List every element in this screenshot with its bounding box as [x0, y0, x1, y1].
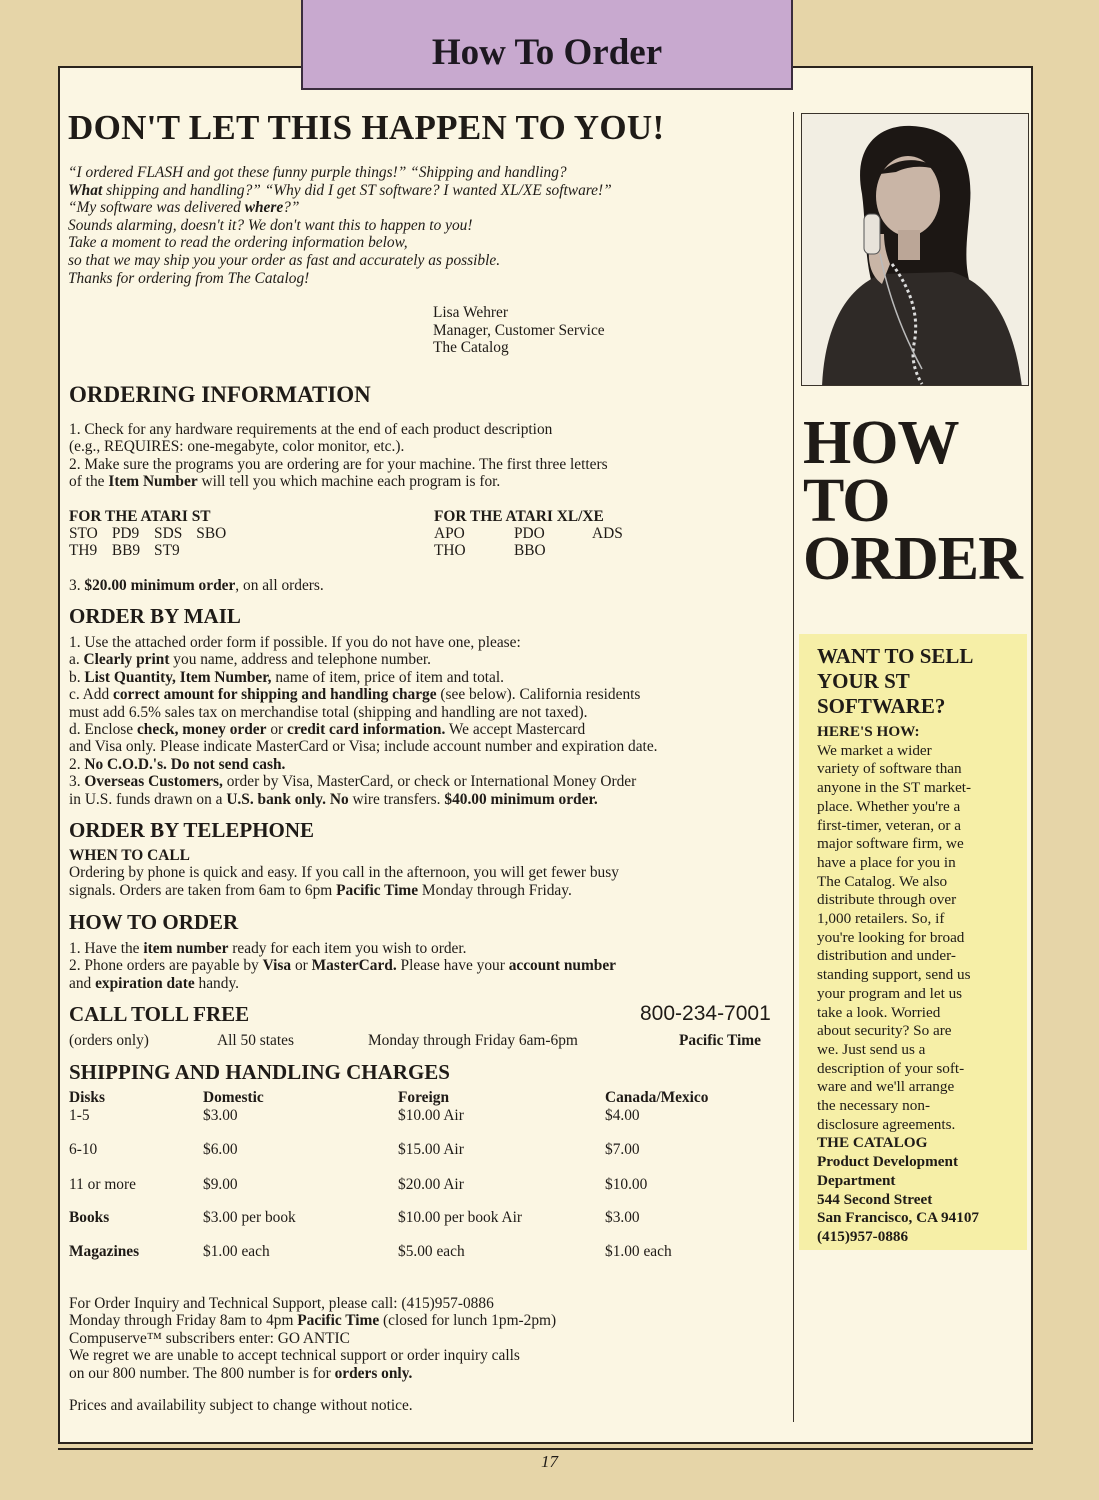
quote-line: “My software was delivered where?”	[68, 199, 300, 217]
toll-free-coverage: All 50 states	[217, 1032, 294, 1049]
quote-line: “I ordered FLASH and got these funny purple things!” “Shipping and handling?	[68, 164, 567, 181]
shipping-col-domestic: Domestic	[203, 1089, 264, 1106]
atari-st-table: STO PD9 SDS SBO TH9 BB9 ST9	[69, 525, 227, 560]
when-to-call-subheading: WHEN TO CALL	[69, 847, 190, 864]
toll-free-hours: Monday through Friday 6am-6pm	[368, 1032, 578, 1049]
sell-software-box	[799, 634, 1027, 1250]
heres-how-label: HERE'S HOW:	[817, 723, 920, 740]
page-number: 17	[541, 1452, 558, 1471]
order-by-mail-heading: ORDER BY MAIL	[69, 604, 241, 628]
bottom-rule	[58, 1448, 1033, 1450]
intro-quote	[68, 164, 612, 287]
order-by-telephone-text: WHEN TO CALL Ordering by phone is quick and easy. If you call in the afternoon, you will get fewer busy signals. Orders are taken from 6am to 6pm Pacific Time Monday through Friday.	[69, 847, 619, 899]
shipping-col-foreign: Foreign	[398, 1089, 450, 1106]
disclaimer: Prices and availability subject to change without notice.	[69, 1397, 413, 1414]
shipping-col-disks: Disks	[69, 1089, 105, 1106]
quote-line: Sounds alarming, doesn't it? We don't want this to happen to you!	[68, 216, 473, 234]
atari-xlxe-table: APO PDO ADS THO BBO	[434, 525, 623, 560]
shipping-col-canada-mexico: Canada/Mexico	[605, 1089, 709, 1106]
atari-st-codes: FOR THE ATARI ST STO PD9 SDS SBO TH9 BB9 ST9	[69, 508, 240, 559]
order-by-mail-text: 1. Use the attached order form if possible. If you do not have one, please: a. Clearly print you name, address and telephone number. b. List Quantity, Item Number, name of item, price of item and total. c. Add correct amount for shipping and handling charge (see below). California residents must add 6.5% sales tax on merchandise total (shipping and handling are not taxed). d. Enclose check, money order or credit card information. We accept Mastercard and Visa only. Please indicate MasterCard or Visa; include account number and expiration date. 2. No C.O.D.'s. Do not send cash. 3. Overseas Customers, order by Visa, MasterCard, or check or International Money Order in U.S. funds drawn on a U.S. bank only. No wire transfers. $40.00 minimum order.	[69, 634, 658, 808]
woman-on-phone-illustration	[802, 114, 1029, 386]
page-headline: DON'T LET THIS HAPPEN TO YOU!	[68, 108, 665, 147]
ordering-info-text: 1. Check for any hardware requirements at the end of each product description (e.g., REQUIRES: one-megabyte, color monitor, etc.). 2. Make sure the programs you are ordering are for your machine. The first three letters of the Item Number will tell you which machine each program is for.	[69, 421, 608, 491]
signature-org: The Catalog	[433, 339, 509, 356]
customer-service-photo	[801, 113, 1029, 386]
sell-contact-address: THE CATALOG Product Development Department 544 Second Street San Francisco, CA 94107 (415)957-0886	[817, 1134, 980, 1245]
banner-title: How To Order	[431, 32, 663, 73]
toll-free-condition: (orders only)	[69, 1032, 149, 1049]
signature-name: Lisa Wehrer	[433, 304, 508, 321]
quote-line: Thanks for ordering from The Catalog!	[68, 269, 310, 287]
quote-line: Take a moment to read the ordering information below,	[68, 234, 408, 252]
sidebar-title: HOW TO ORDER	[803, 409, 1022, 593]
sell-title: WANT TO SELL YOUR ST SOFTWARE?	[817, 644, 974, 718]
minimum-order-note: 3. $20.00 minimum order, on all orders.	[69, 577, 324, 594]
signature-block	[433, 304, 605, 357]
support-info: For Order Inquiry and Technical Support, please call: (415)957-0886 Monday through Friday 8am to 4pm Pacific Time (closed for lunch 1pm-2pm) Compuserve™ subscribers enter: GO ANTIC We regret we are unable to accept technical support or order inquiry calls on our 800 number. The 800 number is for orders only.	[69, 1295, 557, 1382]
order-by-telephone-heading: ORDER BY TELEPHONE	[69, 818, 315, 842]
toll-free-number[interactable]: 800-234-7001	[640, 1002, 771, 1025]
how-to-order-text: 1. Have the item number ready for each item you wish to order. 2. Phone orders are payable by Visa or MasterCard. Please have your account number and expiration date handy.	[69, 940, 616, 992]
toll-free-timezone: Pacific Time	[679, 1032, 761, 1049]
title-banner	[301, 0, 793, 90]
quote-line: so that we may ship you your order as fast and accurately as possible.	[68, 251, 501, 269]
atari-xlxe-codes: FOR THE ATARI XL/XE APO PDO ADS THO BBO	[434, 508, 637, 559]
sell-body-text: We market a wider variety of software than anyone in the ST market- place. Whether you're a first-timer, veteran, or a major software firm, we have a place for you in The Catalog. We also distribute through over 1,000 retailers. So, if you're looking for broad distribution and under- standing support, send us your program and let us take a look. Worried about security? So are we. Just send us a description of your soft- ware and we'll arrange the necessary non- disclosure agreements.	[817, 741, 972, 1133]
ordering-info-heading: ORDERING INFORMATION	[69, 382, 371, 407]
shipping-heading: SHIPPING AND HANDLING CHARGES	[69, 1060, 450, 1084]
quote-line: What shipping and handling?” “Why did I get ST software? I wanted XL/XE software!”	[68, 181, 612, 199]
signature-title: Manager, Customer Service	[433, 321, 605, 339]
column-divider	[793, 112, 794, 1422]
catalog-page: How To Order DON'T LET THIS HAPPEN TO YOU! “I ordered FLASH and got these funny purple things!” “Shipping and handling? What shipping and handling?” “Why did I get ST software? I wanted XL/XE software!” “My software was delivered where?” Sounds alarming, doesn't it? We don't want this to happen to you! Take a moment to read the ordering information below, so that we may ship you your order as fast and accurately as possible. Thanks for ordering from The Catalog! Lisa Wehrer Manager, Customer Service The Catalog ORDERING INFORMATION 1. Check for any hardware requirements at the end of each product description (e.g., REQUIRES: one-megabyte, color monitor, etc.). 2. Make sure the programs you are ordering are for your machine. The first three letters of the Item Number will tell you which machine each program is for. FOR THE ATARI ST STO PD9 SDS SBO TH9 BB9 ST9 FOR THE ATARI XL/XE APO PDO ADS THO BBO 3. $20.00 minimum order, on all orders. ORDER BY MAIL 1. Use the attached order form if possible. If you do not have one, please: a. Clearly print you name, address and telephone number. b. List Quantity, Item Number, name of item, price of item and total. c. Add correct amount for shipping and handling charge (see below). California residents must add 6.5% sales tax on merchandise total (shipping and handling are not taxed). d. Enclose check, money order or credit card information. We accept Mastercard and Visa only. Please indicate MasterCard or Visa; include account number and expiration date. 2. No C.O.D.'s. Do not send cash. 3. Overseas Customers, order by Visa, MasterCard, or check or International Money Order in U.S. funds drawn on a U.S. bank only. No wire transfers. $40.00 minimum order. ORDER BY TELEPHONE WHEN TO CALL Ordering by phone is quick and easy. If you call in the afternoon, you will get fewer busy signals. Orders are taken from 6am to 6pm Pacific Time Monday through Friday. HOW TO ORDER 1. Have the item number ready for each item you wish to order. 2. Phone orders are payable by Visa or MasterCard. Please have your account number and expiration date handy. CALL TOLL FREE 800-234-7001 (orders only) All 50 states Monday through Friday 6am-6pm Pacific Time SHIPPING AND HANDLING CHARGES Disks Domestic Foreign Canada/Mexico 1-5 $3.00 $10.00 Air $4.00 6-10 $6.00 $15.00 Air $7.00 11 or more $9.00 $20.00 Air $10.00 Books $3.00 per book $10.00 per book Air $3.00 Magazines $1.00 each $5.00 each $1.00 each For Order Inquiry and Technical Support, please call: (415)957-0886 Monday through Friday 8am to 4pm Pacific Time (closed for lunch 1pm-2pm) Compuserve™ subscribers enter: GO ANTIC We regret we are unable to accept technical support or order inquiry calls on our 800 number. The 800 number is for orders only. Prices and availability subject to change without notice. HOW TO ORDER WANT TO SELL YOUR ST SOFTWARE? HERE'S HOW: We market a wider variety of software than anyone in the ST market- place. Whether you're a first-timer, veteran, or a major software firm, we have a place for you in The Catalog. We also distribute through over 1,000 retailers. So, if you're looking for broad distribution and under- standing support, send us your program and let us take a look. Worried about security? So are we. Just send us a description of your soft- ware and we'll arrange the necessary non- disclosure agreements. THE CATALOG Product Development Department 544 Second Street San Francisco, CA 94107 (415)957-0886 17	[0, 0, 1099, 1500]
how-to-order-heading: HOW TO ORDER	[69, 910, 239, 934]
toll-free-heading: CALL TOLL FREE	[69, 1002, 250, 1026]
